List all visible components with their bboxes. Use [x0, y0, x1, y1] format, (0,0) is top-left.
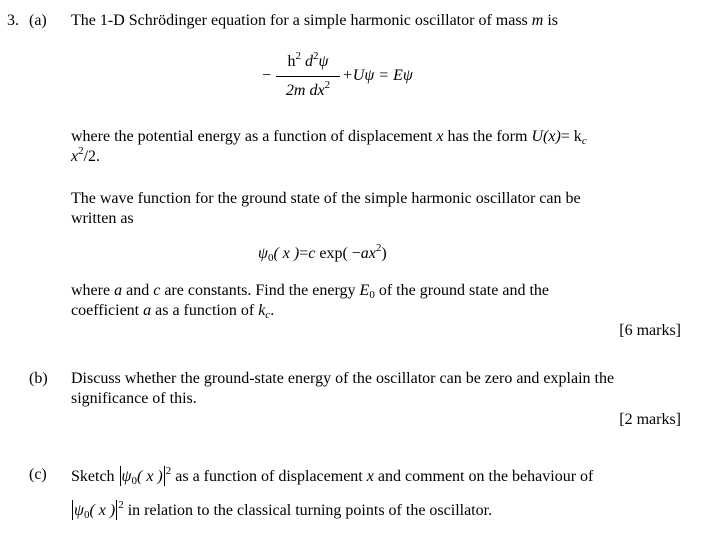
part-c-line-2-psi: ψ [74, 502, 84, 519]
eq1-fraction-bar [276, 76, 340, 77]
potential-equals-k: = k [560, 128, 582, 145]
wavefunction-equation [258, 242, 387, 264]
part-a-intro-text: The 1-D Schrödinger equation for a simple harmonic oscillator of mass [71, 12, 532, 29]
hbar-exponent: 2 [295, 50, 302, 62]
part-c-line-1-rest: as a function of displacement [171, 468, 367, 485]
eq2-exponent: 2 [375, 242, 382, 254]
part-c-line-2-psi-subscript: 0 [83, 509, 90, 521]
potential-line-2 [71, 145, 101, 166]
eq2-close-paren: ) [381, 245, 387, 262]
part-b-line-1: Discuss whether the ground-state energy of the oscillator can be zero and explain the [71, 370, 615, 387]
part-b-marks: [2 marks] [619, 411, 681, 428]
part-c-line-2-exponent: 2 [118, 499, 124, 511]
potential-x-exponent: 2 [78, 145, 84, 157]
eq2-c: c [308, 245, 316, 262]
abs-bar-left [120, 466, 121, 486]
part-a-label: (a) [29, 12, 47, 29]
part-a-marks: [6 marks] [619, 322, 681, 339]
part-c-line-1-end: and comment on the behaviour of [373, 468, 594, 485]
eq2-ax: ax [360, 245, 376, 262]
potential-U-symbol: U [531, 128, 544, 145]
eq2-psi: ψ [258, 245, 268, 262]
eq2-equals: = [299, 245, 309, 262]
find-line-2-end: . [270, 302, 275, 319]
wave-line-2: written as [71, 210, 134, 227]
part-c-line-2-rest: in relation to the classical turning points of the oscillator. [123, 502, 493, 519]
abs-bar-left-2 [72, 500, 73, 520]
eq2-psi-subscript: 0 [267, 252, 274, 264]
question-number: 3. [7, 12, 19, 29]
find-text-c: are constants. Find the energy [160, 282, 360, 299]
numerator-d-exponent: 2 [313, 50, 319, 62]
find-text-a: where [71, 282, 115, 299]
find-line-2 [71, 302, 274, 320]
find-text-b: and [122, 282, 154, 299]
find-a-symbol: a [114, 282, 123, 299]
potential-x-symbol: x [71, 148, 79, 165]
part-c-argument: ( x ) [136, 468, 163, 485]
k-subscript: c [581, 135, 587, 147]
find-line-1 [71, 282, 549, 300]
part-a-intro-end: is [543, 12, 558, 29]
find-line-2-k-symbol: k [258, 302, 266, 319]
part-c-sketch-text: Sketch [71, 468, 119, 485]
part-b-label: (b) [29, 370, 48, 387]
part-a-intro [71, 12, 558, 30]
part-c-psi-subscript: 0 [131, 475, 137, 487]
part-c-psi: ψ [121, 468, 132, 485]
find-line-2-text-a: coefficient [71, 302, 144, 319]
potential-text-a: where the potential energy as a function of displacement [71, 128, 437, 145]
part-b-line-2: significance of this. [71, 390, 197, 407]
hbar-symbol: h [287, 53, 296, 70]
eq1-minus: − [262, 67, 272, 84]
displacement-symbol: x [436, 128, 444, 145]
denominator-dx-exponent: 2 [324, 79, 331, 91]
energy-subscript: 0 [369, 289, 375, 301]
eq2-argument: ( x ) [273, 245, 300, 262]
numerator-psi: ψ [318, 53, 329, 70]
part-c-exponent: 2 [165, 465, 172, 477]
part-c-line-2 [71, 500, 492, 520]
find-line-2-k-subscript: c [265, 309, 271, 321]
find-line-2-a-symbol: a [143, 302, 152, 319]
potential-text-b: has the form [443, 128, 532, 145]
potential-U-argument: (x) [543, 128, 561, 145]
energy-symbol: E [359, 282, 370, 299]
part-c-label: (c) [29, 466, 47, 483]
eq1-rest: +Uψ = Eψ [342, 67, 413, 84]
mass-symbol: m [531, 12, 544, 29]
potential-line-1 [71, 128, 587, 146]
numerator-d: d [305, 53, 314, 70]
eq1-numerator [275, 50, 341, 71]
potential-line-2-rest: /2. [83, 148, 101, 165]
abs-bar-right [164, 466, 165, 486]
find-line-2-text-b: as a function of [151, 302, 259, 319]
part-c-line-1 [71, 466, 593, 486]
wave-line-1: The wave function for the ground state of the simple harmonic oscillator can be [71, 190, 581, 207]
part-c-line-2-argument: ( x ) [89, 502, 116, 519]
denominator-2m: 2m [285, 82, 306, 99]
find-c-symbol: c [153, 282, 161, 299]
denominator-dx: dx [309, 82, 325, 99]
eq2-exp: exp( − [315, 245, 361, 262]
eq1-denominator [275, 79, 341, 100]
find-text-d: of the ground state and the [374, 282, 549, 299]
part-c-x-symbol: x [366, 468, 374, 485]
